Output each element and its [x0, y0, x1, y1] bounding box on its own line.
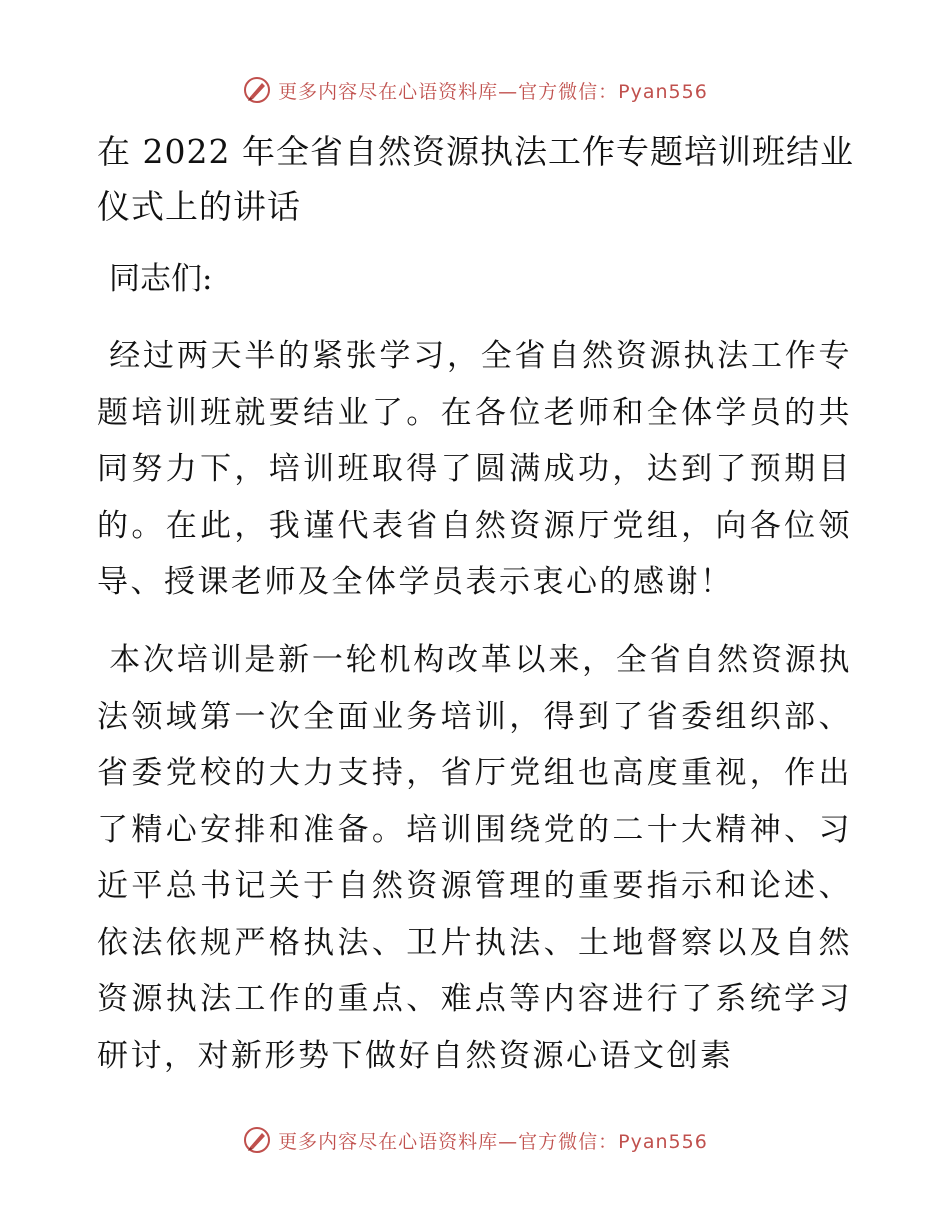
header-watermark: [0, 70, 950, 110]
watermark-text: 更多内容尽在心语资料库—官方微信：Pyan556: [278, 80, 708, 103]
salutation: 同志们:: [109, 261, 213, 297]
watermark-text: 更多内容尽在心语资料库—官方微信：Pyan556: [278, 1130, 708, 1153]
document-title: 在 2022 年全省自然资源执法工作专题培训班结业仪式上的讲话: [97, 132, 854, 226]
body-paragraph: 本次培训是新一轮机构改革以来，全省自然资源执法领域第一次全面业务培训，得到了省委组织部、省委党校的大力支持，省厅党组也高度重视，作出了精心安排和准备。培训围绕党的二十大精神、习近平总书记关于自然资源管理的重要指示和论述、依法依规严格执法、卫片执法、土地督察以及自然资源执法工作的重点、难点等内容进行了系统学习研讨，对新形势下做好自然资源心语文创素: [97, 642, 852, 1074]
pen-logo-icon: [242, 1125, 272, 1155]
footer-watermark: [0, 1120, 950, 1160]
pen-logo-icon: [242, 75, 272, 105]
body-paragraph: 经过两天半的紧张学习，全省自然资源执法工作专题培训班就要结业了。在各位老师和全体学员的共同努力下，培训班取得了圆满成功，达到了预期目的。在此，我谨代表省自然资源厅党组，向各位领导、授课老师及全体学员表示衷心的感谢！: [97, 338, 852, 600]
